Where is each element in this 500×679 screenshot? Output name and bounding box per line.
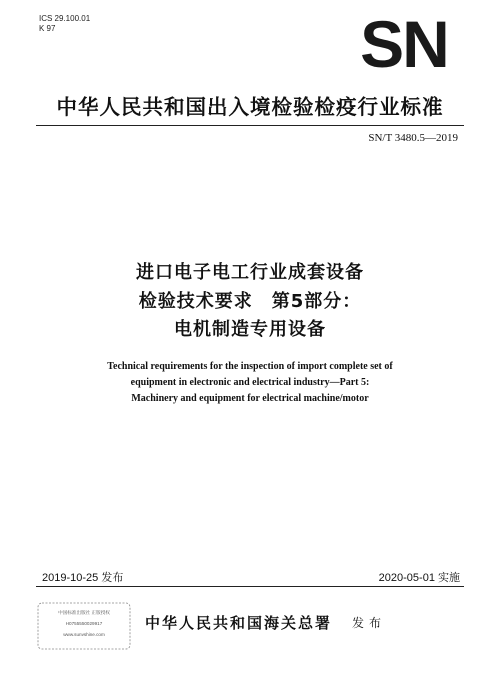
issue-word: 发布	[352, 616, 387, 630]
sn-logo	[352, 12, 456, 74]
chinese-title-line-2: 检验技术要求 第5部分：	[138, 291, 362, 312]
chinese-title-line-3: 电机制造专用设备	[174, 319, 326, 340]
stamp-line-2: H0755550029917	[65, 621, 103, 626]
sn-logo-text: SN	[360, 12, 448, 74]
chinese-title-line-1: 进口电子电工行业成套设备	[136, 262, 364, 283]
stamp-line-1: 中国标准出版社 正版授权	[58, 610, 110, 615]
standard-number: SN/T 3480.5—2019	[368, 132, 458, 144]
english-title-line-3: Machinery and equipment for electrical machine/motor	[131, 393, 369, 404]
implement-date: 2020-05-01 实施	[378, 572, 460, 584]
english-title-line-1: Technical requirements for the inspection of import complete set of	[107, 361, 393, 372]
issue-date: 2019-10-25 发布	[42, 572, 124, 584]
ccs-code: K 97	[39, 24, 56, 33]
footer-divider	[36, 586, 464, 587]
authorization-stamp	[36, 601, 132, 651]
classification-block	[39, 14, 90, 34]
header-divider	[36, 125, 464, 126]
english-title-line-2: equipment in electronic and electrical industry—Part 5:	[130, 377, 370, 388]
organization-title: 中华人民共和国出入境检验检疫行业标准	[56, 95, 444, 119]
issuing-authority: 中华人民共和国海关总署	[145, 614, 333, 632]
stamp-line-3: www.sunvshine.com	[63, 632, 105, 637]
ics-code: ICS 29.100.01	[39, 14, 91, 23]
